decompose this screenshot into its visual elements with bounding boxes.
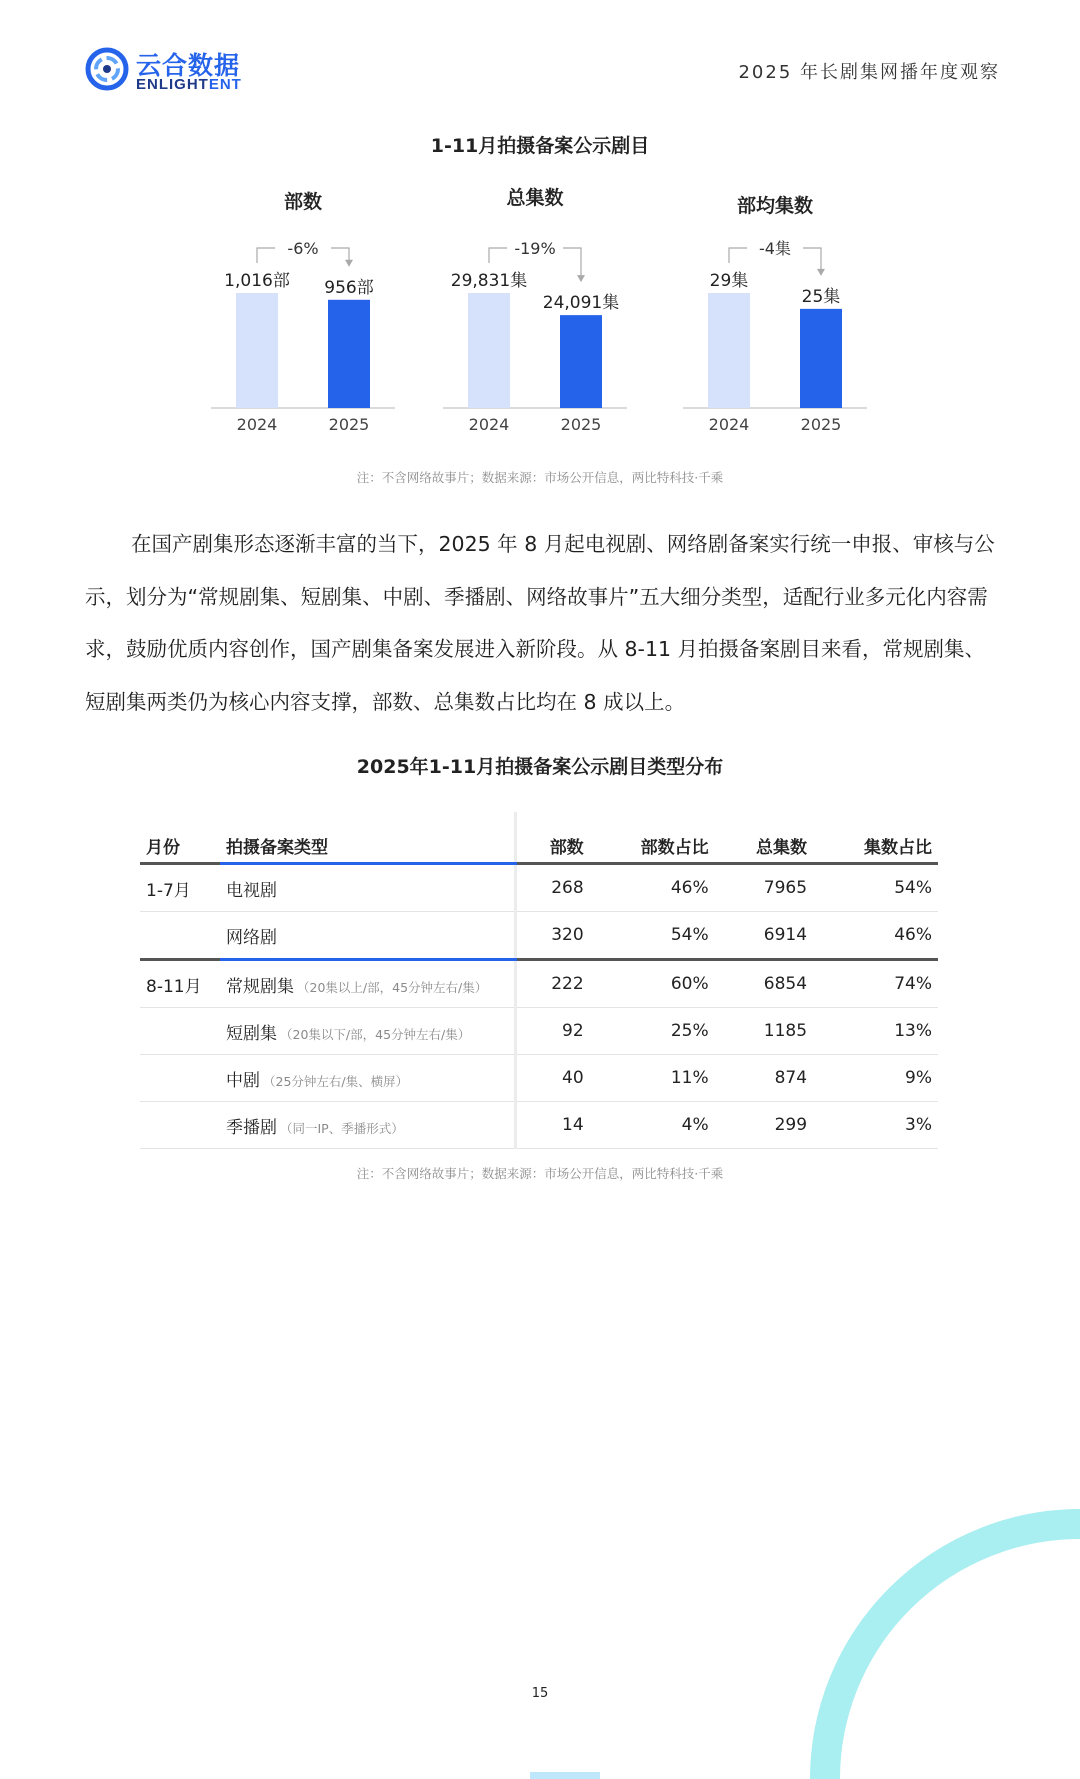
chart-title-2: 部均集数 <box>736 195 814 217</box>
cell-count-share: 54% <box>590 912 715 960</box>
bar-2025 <box>800 309 842 408</box>
cell-episode-share: 3% <box>813 1102 938 1149</box>
cell-count-share: 46% <box>590 864 715 912</box>
cell-type-note: （25分钟左右/集、横屏） <box>263 1073 409 1089</box>
cell-episodes: 6854 <box>715 960 813 1008</box>
cell-count: 268 <box>516 864 590 912</box>
chart-source-note: 注：不含网络故事片；数据来源：市场公开信息，两比特科技·千乘 <box>356 470 724 485</box>
data-label: 25集 <box>801 286 841 307</box>
cell-count: 92 <box>516 1008 590 1055</box>
cell-count: 40 <box>516 1055 590 1102</box>
x-tick-label: 2025 <box>328 415 370 434</box>
header-month: 月份 <box>140 812 220 864</box>
page-number: 15 <box>531 1686 549 1701</box>
cell-episodes: 6914 <box>715 912 813 960</box>
cell-count: 222 <box>516 960 590 1008</box>
bar-2025 <box>328 300 370 408</box>
cell-episodes: 874 <box>715 1055 813 1102</box>
cell-type-note: （同一IP、季播形式） <box>280 1120 404 1136</box>
table-source-note: 注：不含网络故事片；数据来源：市场公开信息，两比特科技·千乘 <box>356 1166 724 1181</box>
cell-type <box>220 960 516 1008</box>
logo-text-en-a: ENLIGHT <box>136 76 209 93</box>
cell-count: 14 <box>516 1102 590 1149</box>
chart-title-1: 总集数 <box>506 187 564 209</box>
cell-type-label: 网络剧 <box>226 927 277 948</box>
data-label: 29,831集 <box>450 271 528 291</box>
cell-type-note: （20集以下/部，45分钟左右/集） <box>280 1026 471 1042</box>
data-label: 1,016部 <box>224 271 290 291</box>
header-episodes: 总集数 <box>715 812 813 864</box>
bar-2024 <box>468 293 510 408</box>
cell-episodes: 7965 <box>715 864 813 912</box>
x-tick-label: 2024 <box>468 415 510 434</box>
cell-count-share: 4% <box>590 1102 715 1149</box>
bar-2024 <box>708 293 750 408</box>
bar-2025 <box>560 315 602 408</box>
header-type: 拍摄备案类型 <box>220 812 516 864</box>
bar-2024 <box>236 293 278 408</box>
cell-month <box>140 1102 220 1149</box>
cell-episode-share: 9% <box>813 1055 938 1102</box>
change-arrow-icon <box>817 269 825 276</box>
cell-episode-share: 54% <box>813 864 938 912</box>
cell-type <box>220 1008 516 1055</box>
table-row <box>140 1055 938 1102</box>
header-count-share: 部数占比 <box>590 812 715 864</box>
cell-episode-share: 74% <box>813 960 938 1008</box>
table-row <box>140 864 938 912</box>
x-tick-label: 2025 <box>800 415 842 434</box>
cell-episodes: 299 <box>715 1102 813 1149</box>
change-label: -6% <box>287 239 319 258</box>
company-logo <box>84 46 244 96</box>
cell-type <box>220 1055 516 1102</box>
logo-text-en <box>136 76 242 93</box>
table-row <box>140 1008 938 1055</box>
cell-type-label: 短剧集 <box>226 1023 277 1044</box>
table-row <box>140 912 938 960</box>
data-label: 29集 <box>709 271 749 291</box>
cell-episode-share: 46% <box>813 912 938 960</box>
table-row <box>140 960 938 1008</box>
x-tick-label: 2024 <box>708 415 750 434</box>
cell-month <box>140 1055 220 1102</box>
cell-month <box>140 912 220 960</box>
chart-section-title: 1-11月拍摄备案公示剧目 <box>430 135 650 157</box>
report-title: 2025 年长剧集网播年度观察 <box>738 62 1000 83</box>
cell-count-share: 60% <box>590 960 715 1008</box>
cell-type-label: 中剧 <box>226 1070 260 1091</box>
body-paragraph: 在国产剧集形态逐渐丰富的当下，2025 年 8 月起电视剧、网络剧备案实行统一申报、审核与公示，划分为“常规剧集、短剧集、中剧、季播剧、网络故事片”五大细分类型，适配行业多元化内容需求，鼓励优质内容创作，国产剧集备案发展进入新阶段。从 8-11 月拍摄备案剧目来看，常规剧集、短剧集两类仍为核心内容支撑，部数、总集数占比均在 8 成以上。 <box>85 532 995 714</box>
cell-type <box>220 864 516 912</box>
logo-ring-icon <box>84 46 130 92</box>
cell-episodes: 1185 <box>715 1008 813 1055</box>
x-tick-label: 2025 <box>560 415 602 434</box>
change-label: -19% <box>514 239 556 258</box>
cell-month: 8-11月 <box>140 960 220 1008</box>
chart-title-0: 部数 <box>283 191 323 213</box>
change-arrow-icon <box>577 275 585 282</box>
cell-month: 1-7月 <box>140 864 220 912</box>
cell-episode-share: 13% <box>813 1008 938 1055</box>
cell-type <box>220 912 516 960</box>
cell-type <box>220 1102 516 1149</box>
cell-count-share: 25% <box>590 1008 715 1055</box>
data-label: 956部 <box>324 277 374 298</box>
cell-type-label: 电视剧 <box>226 880 277 901</box>
cell-type-note: （20集以上/部，45分钟左右/集） <box>297 979 488 995</box>
data-label: 24,091集 <box>542 293 620 314</box>
cell-count: 320 <box>516 912 590 960</box>
cell-month <box>140 1008 220 1055</box>
cell-type-label: 季播剧 <box>226 1117 277 1138</box>
table-header-row <box>140 812 938 864</box>
type-distribution-table <box>140 812 938 1149</box>
change-label: -4集 <box>759 239 791 258</box>
logo-text-cn: 云合数据 <box>136 51 241 80</box>
x-tick-label: 2024 <box>236 415 278 434</box>
table-title: 2025年1-11月拍摄备案公示剧目类型分布 <box>356 756 724 778</box>
cell-type-label: 常规剧集 <box>226 976 294 997</box>
logo-text-en-b: ENT <box>208 76 242 93</box>
cell-count-share: 11% <box>590 1055 715 1102</box>
header-count: 部数 <box>516 812 590 864</box>
bar-charts <box>0 170 1080 440</box>
change-arrow-icon <box>345 260 353 267</box>
header-episode-share: 集数占比 <box>813 812 938 864</box>
table-row <box>140 1102 938 1149</box>
